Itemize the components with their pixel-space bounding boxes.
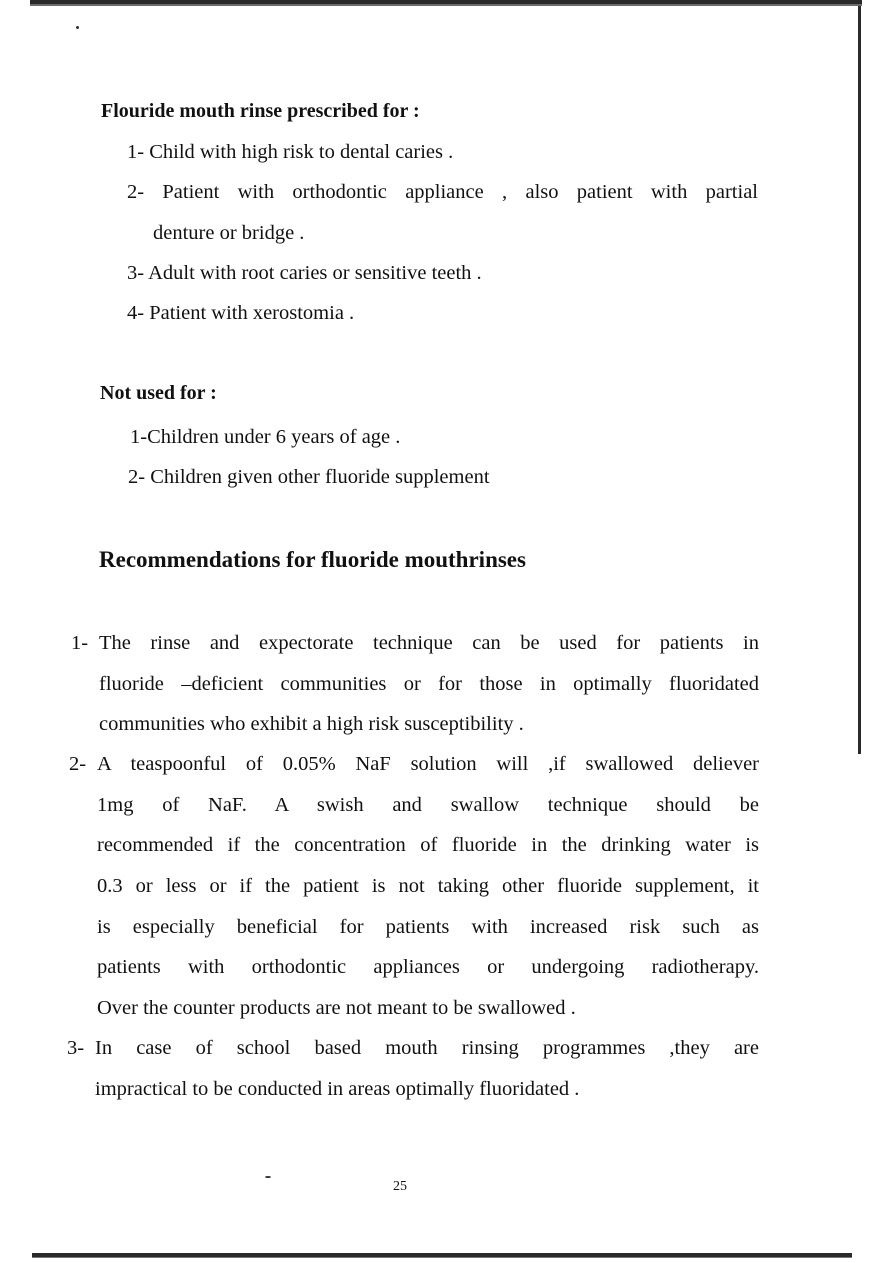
page-number: 25: [393, 1179, 407, 1194]
scan-speck: [265, 1176, 271, 1178]
paragraph-line: 0.3 or less or if the patient is not taking other fluoride supplement, it: [97, 875, 759, 897]
scan-right-edge: [858, 6, 861, 754]
list-item: 1-Children under 6 years of age .: [130, 426, 401, 448]
paragraph-line: is especially beneficial for patients with increased risk such as: [97, 916, 759, 938]
paragraph-line: patients with orthodontic appliances or undergoing radiotherapy.: [97, 956, 759, 978]
paragraph-line: communities who exhibit a high risk susceptibility .: [99, 713, 524, 735]
list-item: 4- Patient with xerostomia .: [127, 302, 355, 324]
paragraph-line: fluoride –deficient communities or for those in optimally fluoridated: [99, 673, 759, 695]
paragraph-line: Over the counter products are not meant to be swallowed .: [97, 997, 576, 1019]
paragraph-line: 1mg of NaF. A swish and swallow technique should be: [97, 794, 759, 816]
recommendation-number: 1-: [71, 632, 89, 654]
list-item-continuation: denture or bridge .: [153, 222, 305, 244]
paragraph-line: impractical to be conducted in areas optimally fluoridated .: [95, 1078, 580, 1100]
recommendation-number: 3-: [67, 1037, 85, 1059]
list-item: 2- Patient with orthodontic appliance , also patient with partial: [127, 181, 758, 203]
section-heading-not-used-for: Not used for :: [100, 382, 217, 404]
paragraph-line: The rinse and expectorate technique can be used for patients in: [99, 632, 759, 654]
recommendation-number: 2-: [69, 753, 87, 775]
paragraph-line: A teaspoonful of 0.05% NaF solution will ,if swallowed deliever: [97, 753, 759, 775]
section-heading-prescribed-for: Flouride mouth rinse prescribed for :: [101, 100, 420, 122]
paragraph-line: In case of school based mouth rinsing programmes ,they are: [95, 1037, 759, 1059]
scan-top-edge: [30, 0, 862, 8]
list-item: 1- Child with high risk to dental caries .: [127, 141, 454, 163]
section-heading-recommendations: Recommendations for fluoride mouthrinses: [99, 547, 526, 572]
paragraph-line: recommended if the concentration of fluoride in the drinking water is: [97, 834, 759, 856]
list-item: 2- Children given other fluoride supplement: [128, 466, 490, 488]
scan-bottom-edge: [32, 1253, 852, 1260]
list-item: 3- Adult with root caries or sensitive teeth .: [127, 262, 482, 284]
scan-speck: [76, 26, 79, 29]
